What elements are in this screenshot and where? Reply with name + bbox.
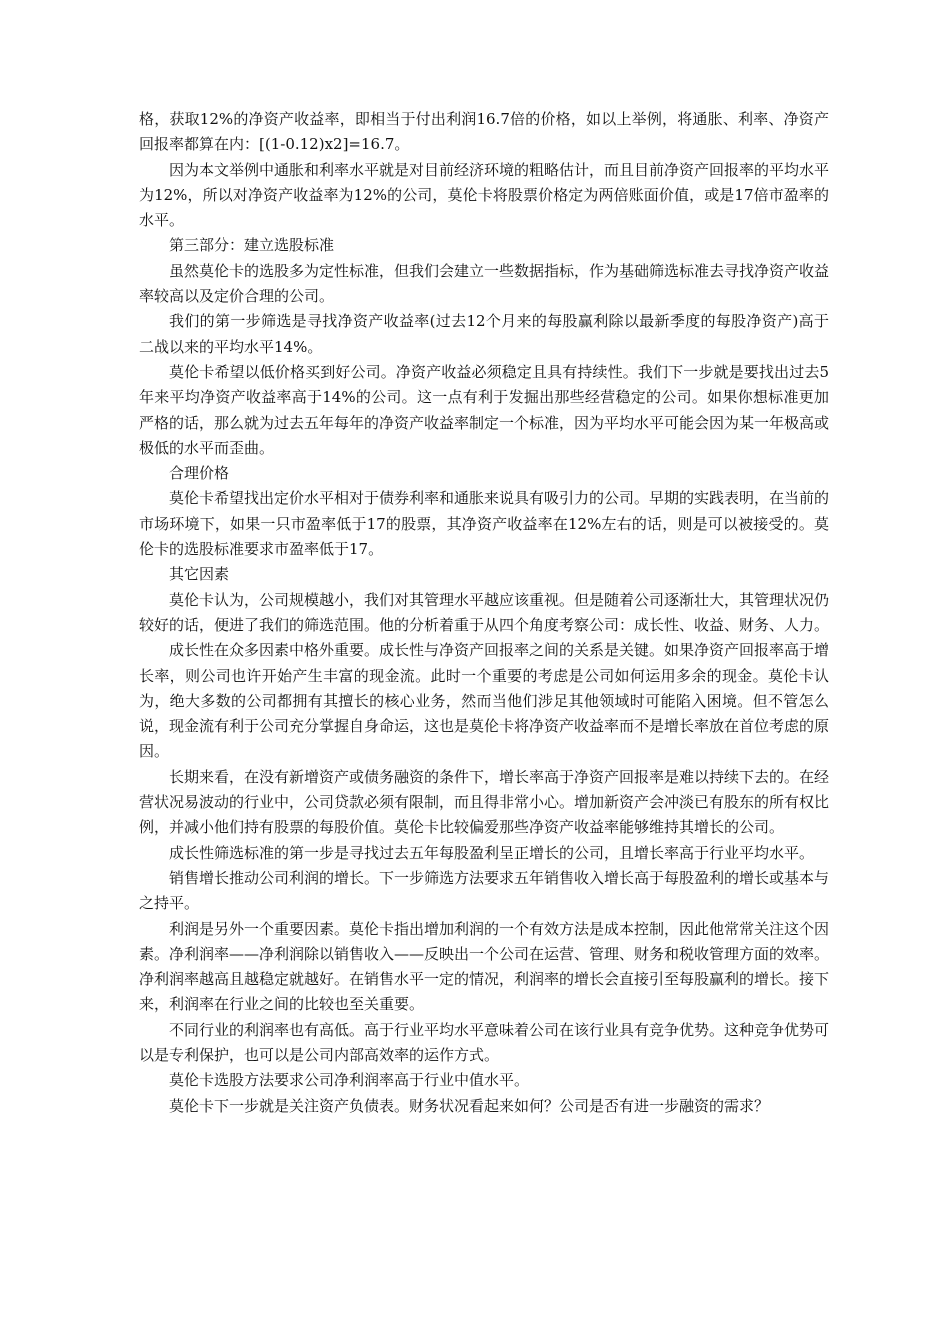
paragraph: 销售增长推动公司利润的增长。下一步筛选方法要求五年销售收入增长高于每股盈利的增长或基本与之持平。 <box>139 868 830 913</box>
paragraph: 莫伦卡认为，公司规模越小，我们对其管理水平越应该重视。但是随着公司逐渐壮大，其管理状况仍较好的话，便进了我们的筛选范围。他的分析着重于从四个角度考察公司：成长性、收益、财务、人力。 <box>139 590 830 634</box>
paragraph: 我们的第一步筛选是寻找净资产收益率(过去12个月来的每股赢利除以最新季度的每股净资产)高于二战以来的平均水平14%。 <box>139 312 829 356</box>
paragraph: 利润是另外一个重要因素。莫伦卡指出增加利润的一个有效方法是成本控制，因此他常常关注这个因素。净利润率——净利润除以销售收入——反映出一个公司在运营、管理、财务和税收管理方面的效率。净利润率越高且越稳定就越好。在销售水平一定的情况，利润率的增长会直接引至每股赢利的增长。接下来，利润率在行业之间的比较也至关重要。 <box>139 919 830 1014</box>
paragraph: 因为本文举例中通胀和利率水平就是对目前经济环境的粗略估计，而且目前净资产回报率的平均水平为12%，所以对净资产收益率为12%的公司，莫伦卡将股票价格定为两倍账面价值，或是17倍市盈率的水平。 <box>139 160 830 230</box>
paragraph: 莫伦卡希望以低价格买到好公司。净资产收益必须稳定且具有持续性。我们下一步就是要找出过去5年来平均净资产收益率高于14%的公司。这一点有利于发掘出那些经营稳定的公司。如果你想标准更加严格的话，那么就为过去五年每年的净资产收益率制定一个标准，因为平均水平可能会因为某一年极高或极低的水平而歪曲。 <box>139 362 830 457</box>
paragraph: 莫伦卡选股方法要求公司净利润率高于行业中值水平。 <box>169 1071 530 1090</box>
paragraph: 莫伦卡希望找出定价水平相对于债券利率和通胀来说具有吸引力的公司。早期的实践表明，在当前的市场环境下，如果一只市盈率低于17的股票，其净资产收益率在12%左右的话，则是可以被接受的。莫伦卡的选股标准要求市盈率低于17。 <box>139 489 830 559</box>
paragraph: 莫伦卡下一步就是关注资产负债表。财务状况看起来如何？公司是否有进一步融资的需求？ <box>169 1096 770 1115</box>
section-heading: 第三部分：建立选股标准 <box>169 236 335 255</box>
section-heading: 其它因素 <box>169 565 230 584</box>
document-body <box>139 107 829 1119</box>
section-heading: 合理价格 <box>169 464 230 483</box>
paragraph: 成长性筛选标准的第一步是寻找过去五年每股盈利呈正增长的公司，且增长率高于行业平均水平。 <box>169 843 815 862</box>
paragraph: 不同行业的利润率也有高低。高于行业平均水平意味着公司在该行业具有竞争优势。这种竞争优势可以是专利保护，也可以是公司内部高效率的运作方式。 <box>139 1020 830 1064</box>
paragraph: 长期来看，在没有新增资产或债务融资的条件下，增长率高于净资产回报率是难以持续下去的。在经营状况易波动的行业中，公司贷款必须有限制，而且得非常小心。增加新资产会冲淡已有股东的所有权比例，并减小他们持有股票的每股价值。莫伦卡比较偏爱那些净资产收益率能够维持其增长的公司。 <box>139 767 830 837</box>
paragraph: 虽然莫伦卡的选股多为定性标准，但我们会建立一些数据指标，作为基础筛选标准去寻找净资产收益率较高以及定价合理的公司。 <box>139 261 830 306</box>
paragraph-continued: 格，获取12%的净资产收益率，即相当于付出利润16.7倍的价格，如以上举例，将通胀、利率、净资产回报率都算在内：[(1-0.12)x2]=16.7。 <box>139 110 829 154</box>
paragraph: 成长性在众多因素中格外重要。成长性与净资产回报率之间的关系是关键。如果净资产回报率高于增长率，则公司也许开始产生丰富的现金流。此时一个重要的考虑是公司如何运用多余的现金。莫伦卡认为，绝大多数的公司都拥有其擅长的核心业务，然而当他们涉足其他领域时可能陷入困境。但不管怎么说，现金流有利于公司充分掌握自身命运，这也是莫伦卡将净资产收益率而不是增长率放在首位考虑的原因。 <box>139 641 830 761</box>
